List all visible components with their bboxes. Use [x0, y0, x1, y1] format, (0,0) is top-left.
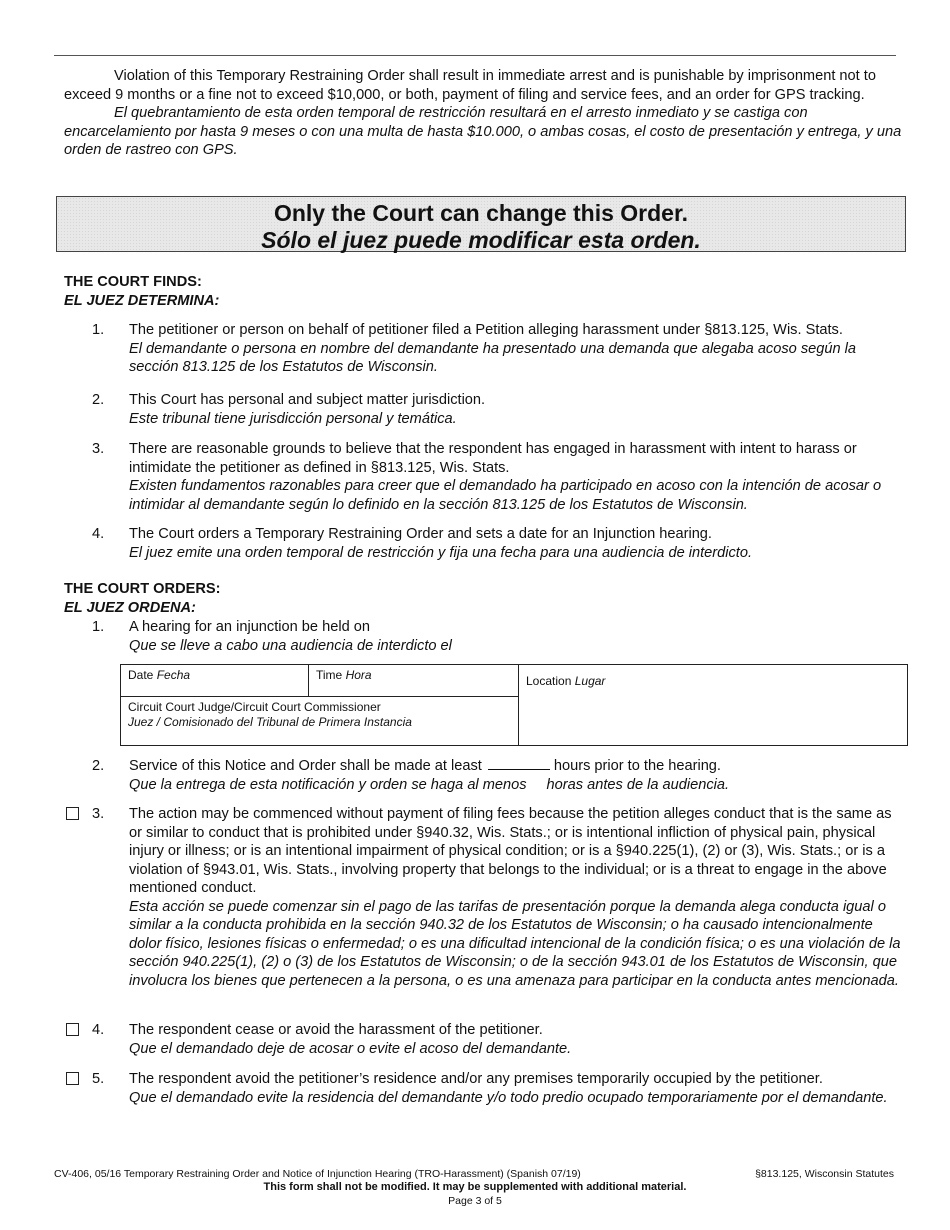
order-item-service: [64, 757, 906, 794]
finding-text-es: El juez emite una orden temporal de restricción y fija una fecha para una audiencia de interdicto.: [129, 544, 753, 561]
warning-text-es: El quebrantamiento de esta orden temporal de restricción resultará en el arresto inmediato y se castiga con encarcelamiento por hasta 9 meses o con una multa de hasta $10.000, o ambas cosas, el costo de presentación y entrega, y una orden de rastreo con GPS.: [64, 105, 902, 158]
top-rule: [54, 55, 896, 56]
order-text-es: Que se lleve a cabo una audiencia de interdicto el: [129, 637, 452, 654]
finding-item: [64, 440, 906, 514]
statute-reference: §813.125, Wisconsin Statutes: [755, 1168, 894, 1180]
avoid-residence-checkbox[interactable]: [66, 1072, 79, 1085]
order-text-en: A hearing for an injunction be held on: [129, 619, 370, 635]
order-number: 2.: [92, 758, 105, 774]
order-number: 3.: [92, 806, 105, 822]
finding-item: [64, 391, 906, 428]
court-change-banner: [56, 196, 906, 252]
hearing-judge-field[interactable]: [121, 697, 519, 745]
order-text-en: The respondent avoid the petitioner’s residence and/or any premises temporarily occupied by the petitioner.: [129, 1071, 823, 1087]
service-text-after: hours prior to the hearing.: [553, 758, 721, 774]
order-text-en: The action may be commenced without payment of filing fees because the petition alleges conduct that is the same as or similar to conduct that is prohibited under §940.32, Wis. Stats.; or is intentional infliction of physical pain, physical injury or illness; or is an intentional impairment of physical condition; or is a §940.225(1), (2) or (3), Wis. Stats.; or is a violation of §943.01, Wis. Stats., involving property that belongs to the individual; or is a threat to engage in the above mentioned conduct.: [129, 806, 892, 896]
cease-harassment-checkbox[interactable]: [66, 1023, 79, 1036]
date-label: Date: [128, 668, 154, 682]
hearing-date-field[interactable]: [121, 665, 309, 697]
court-finds-heading: [64, 273, 219, 310]
court-orders-heading-en: THE COURT ORDERS:: [64, 581, 221, 597]
finding-text-es: El demandante o persona en nombre del demandante ha presentado una demanda que alegaba acoso según la sección 813.125 de los Estatutos de Wisconsin.: [129, 340, 856, 375]
location-label-es: Lugar: [574, 674, 606, 688]
order-text-es: Que el demandado evite la residencia del demandante y/o todo predio ocupado temporariamente por el demandante.: [129, 1089, 888, 1106]
hearing-details-table: [120, 664, 908, 746]
order-item-fee-waiver: [64, 805, 906, 990]
judge-label: Circuit Court Judge/Circuit Court Commissioner: [128, 700, 381, 714]
service-text-es: [129, 776, 906, 795]
finding-text-en: This Court has personal and subject matter jurisdiction.: [129, 392, 486, 408]
court-finds-heading-en: THE COURT FINDS:: [64, 274, 202, 290]
banner-text-es: Sólo el juez puede modificar esta orden.: [261, 227, 701, 253]
warning-text-en: Violation of this Temporary Restraining Order shall result in immediate arrest and is punishable by imprisonment not to exceed 9 months or a fine not to exceed $10,000, or both, payment of filing and service fees, and an order for GPS tracking.: [64, 68, 876, 103]
service-text-es-before: Que la entrega de esta notificación y orden se haga al menos: [129, 776, 527, 793]
hearing-time-field[interactable]: [309, 665, 519, 697]
time-label: Time: [316, 668, 343, 682]
hearing-location-field[interactable]: [519, 665, 907, 745]
order-item-avoid-residence: [64, 1070, 906, 1107]
order-text-es: Esta acción se puede comenzar sin el pago de las tarifas de presentación porque la demanda alega conducta igual o similar a la conducta prohibida en la sección 940.32 de los Estatutos de Wisconsin; o ha causado intencionalmente dolor físico, lesiones físicas o enfermedad; o es una dificultad intencional de la condición física; o es una violación de la sección 940.225(1), (2) o (3) de los Estatutos de Wisconsin; o de la sección 943.01 de los Estatutos de Wisconsin, que involucra los bienes que pertenecen a la persona, o es una amenaza para participar en la conducta antes mencionada.: [129, 898, 901, 989]
banner-text-en: Only the Court can change this Order.: [273, 200, 689, 226]
finding-number: 1.: [92, 322, 105, 338]
order-item-hearing: [64, 618, 906, 655]
order-text-en: The respondent cease or avoid the harassment of the petitioner.: [129, 1022, 543, 1038]
order-number: 1.: [92, 619, 105, 635]
service-text-en: [129, 757, 906, 776]
judge-label-es: Juez / Comisionado del Tribunal de Primera Instancia: [128, 715, 412, 729]
location-label: Location: [526, 674, 572, 688]
order-text-es: Que el demandado deje de acosar o evite el acoso del demandante.: [129, 1040, 572, 1057]
finding-text-es: Este tribunal tiene jurisdicción personal y temática.: [129, 410, 457, 427]
order-number: 4.: [92, 1022, 105, 1038]
date-label-es: Fecha: [156, 668, 191, 682]
page-number: Page 3 of 5: [448, 1195, 502, 1207]
court-orders-heading: [64, 580, 220, 617]
finding-text-es: Existen fundamentos razonables para creer que el demandado ha participado en acoso con la intención de acosar o intimidar al demandante según lo definido en la sección 813.125 de los Estatutos de Wisconsin.: [129, 478, 882, 513]
finding-item: [64, 525, 906, 562]
finding-text-en: There are reasonable grounds to believe that the respondent has engaged in harassment with intent to harass or intimidate the petitioner as defined in §813.125, Wis. Stats.: [129, 441, 857, 476]
time-label-es: Hora: [345, 668, 372, 682]
fee-waiver-checkbox[interactable]: [66, 807, 79, 820]
service-text-es-after: horas antes de la audiencia.: [546, 776, 730, 793]
finding-number: 3.: [92, 441, 105, 457]
finding-text-en: The petitioner or person on behalf of petitioner filed a Petition alleging harassment under §813.125, Wis. Stats.: [129, 322, 843, 338]
order-number: 5.: [92, 1071, 105, 1087]
finding-number: 2.: [92, 392, 105, 408]
violation-warning: [64, 67, 906, 160]
finding-number: 4.: [92, 526, 105, 542]
court-finds-heading-es: EL JUEZ DETERMINA:: [64, 292, 220, 309]
modification-notice: This form shall not be modified. It may be supplemented with additional material.: [263, 1181, 687, 1193]
order-item-cease-harassment: [64, 1021, 906, 1058]
hours-input[interactable]: [488, 757, 550, 770]
service-text-before: Service of this Notice and Order shall be made at least: [129, 758, 482, 774]
court-orders-heading-es: EL JUEZ ORDENA:: [64, 599, 196, 616]
finding-text-en: The Court orders a Temporary Restraining Order and sets a date for an Injunction hearing.: [129, 526, 712, 542]
finding-item: [64, 321, 906, 377]
form-id: CV-406, 05/16 Temporary Restraining Order and Notice of Injunction Hearing (TRO-Harassment) (Spanish 07/19): [54, 1168, 581, 1180]
